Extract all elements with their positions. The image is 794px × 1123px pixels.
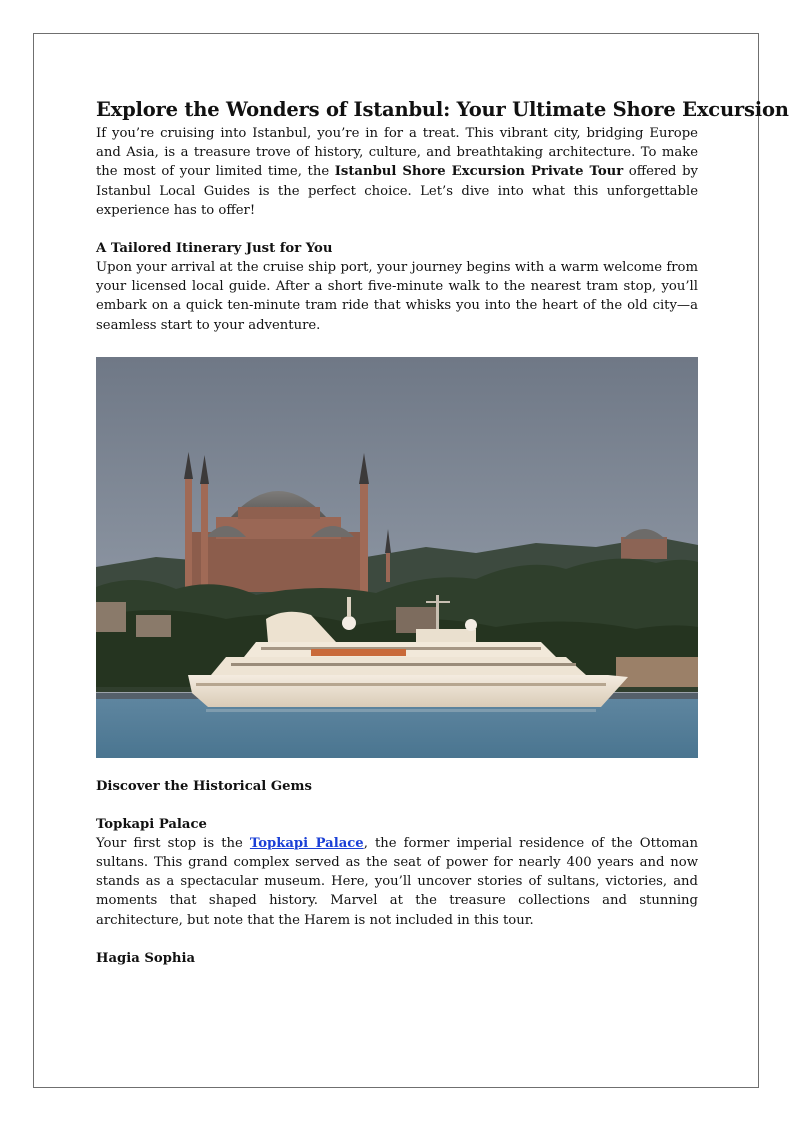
historical-gems-heading: Discover the Historical Gems	[96, 778, 312, 794]
itinerary-heading: A Tailored Itinerary Just for You	[96, 241, 333, 257]
article-title: Explore the Wonders of Istanbul: Your Ultimate Shore Excursion	[96, 98, 789, 121]
article	[96, 96, 789, 968]
arrival-paragraph: Upon your arrival at the cruise ship port, your journey begins with a warm welcome from your licensed local guide. After a short five-minute walk to the nearest tram stop, you’ll embark on a quick ten-minute tram ride that whisks you into the heart of the old city—a seamless start to your adventure.	[96, 260, 698, 333]
ship-reflection	[206, 709, 596, 712]
intro-paragraph	[96, 124, 698, 220]
topkapi-heading: Topkapi Palace	[96, 816, 207, 832]
topkapi-text-end: , the former imperial residence of the Ottoman sultans. This grand complex served as the seat of power for nearly 400 years and now stands as a spectacular museum. Here, you’ll uncover stories of sultans, victories, and moments that shaped history. Marvel at the treasure collections and stunning architecture, but note that the Harem is not included in this tour.	[96, 835, 699, 928]
intro-text-end: offered by Istanbul Local Guides is the perfect choice. Let’s dive into what this unforgettable experience has to offer!	[96, 164, 698, 218]
hagia-sophia-heading: Hagia Sophia	[96, 950, 196, 966]
topkapi-text-start: Your first stop is the	[96, 835, 250, 851]
topkapi-paragraph	[96, 834, 698, 930]
topkapi-palace-link[interactable]: Topkapi Palace	[249, 835, 364, 851]
intro-text-start: If you’re cruising into Istanbul, you’re in for a treat. This vibrant city, bridging Europe and Asia, is a treasure trove of history, culture, and breathtaking architecture. To make the most of your limited time, the	[96, 126, 698, 180]
istanbul-cruise-photo	[96, 357, 698, 758]
tour-name: Istanbul Shore Excursion Private Tour	[334, 164, 624, 180]
